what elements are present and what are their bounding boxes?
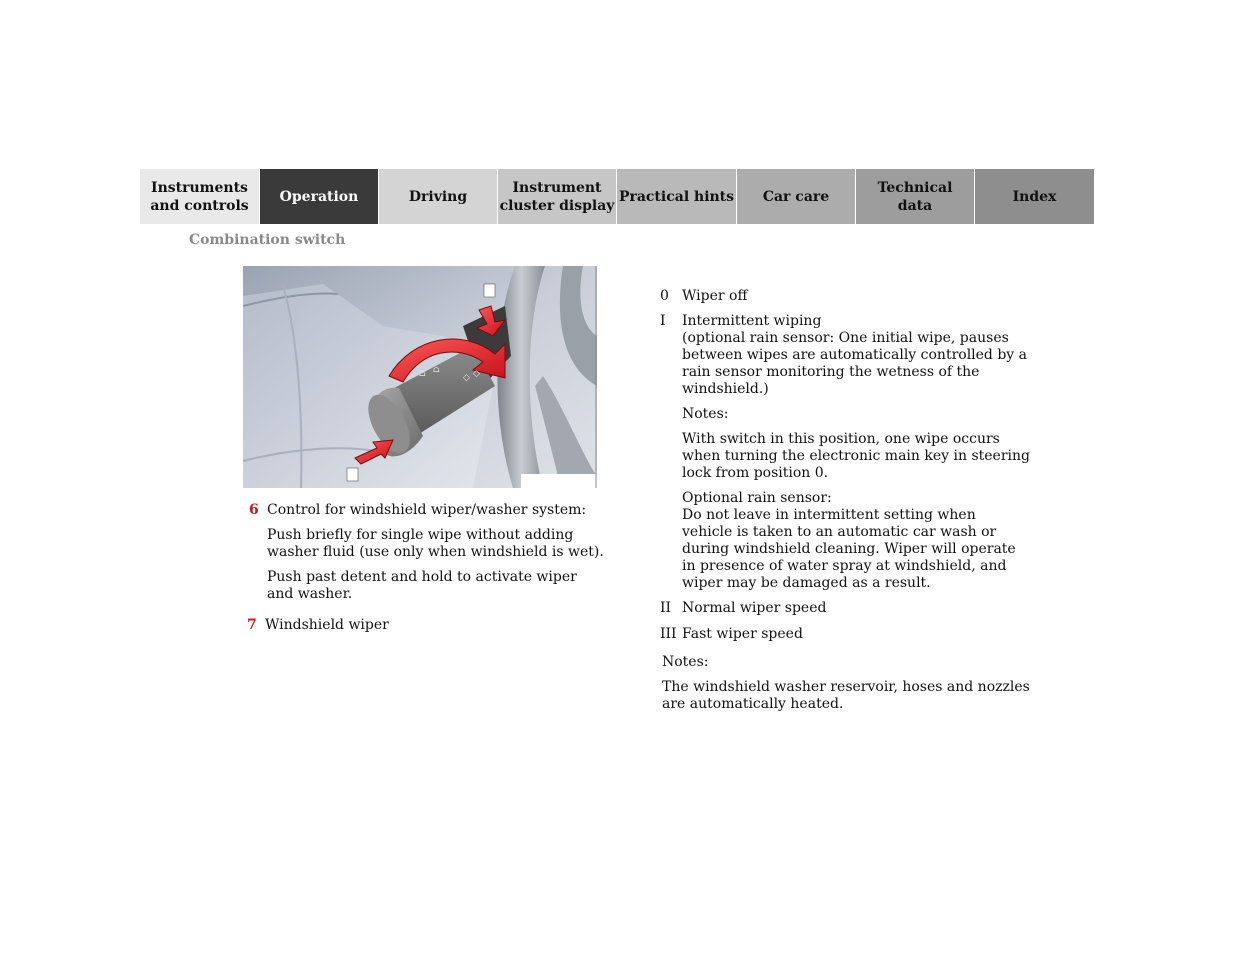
svg-text:⌂: ⌂ bbox=[419, 369, 426, 379]
rain-sensor-title: Optional rain sensor: bbox=[682, 490, 832, 506]
position-text-iii: Fast wiper speed bbox=[682, 626, 803, 642]
position-i-notes-label: Notes: bbox=[682, 406, 729, 422]
tab-technical-data[interactable]: Technical data bbox=[856, 169, 975, 224]
svg-text:◇: ◇ bbox=[463, 373, 470, 383]
tab-instrument-cluster-display[interactable]: Instrument cluster display bbox=[498, 169, 617, 224]
wiper-position-0 bbox=[660, 288, 1030, 305]
list-item-7 bbox=[247, 617, 607, 634]
callout-number-6: 6 bbox=[249, 502, 259, 518]
list-item-6 bbox=[247, 502, 607, 519]
svg-text:⌂: ⌂ bbox=[433, 365, 440, 375]
combination-switch-illustration bbox=[243, 266, 597, 488]
callout-box-7 bbox=[484, 284, 495, 297]
wiper-position-i bbox=[660, 313, 1030, 398]
tab-instruments-and-controls[interactable]: Instruments and controls bbox=[140, 169, 260, 224]
section-title: Combination switch bbox=[189, 232, 346, 248]
position-text-0: Wiper off bbox=[682, 288, 748, 304]
switch-drawing bbox=[243, 266, 597, 488]
item-6-sub-1: Push briefly for single wipe without adding washer fluid (use only when windshield is wet). bbox=[267, 527, 604, 560]
position-i-note-1: With switch in this position, one wipe occurs when turning the electronic main key in steering lock from position 0. bbox=[682, 431, 1030, 481]
wiper-position-ii bbox=[660, 600, 1030, 617]
notes-label: Notes: bbox=[662, 654, 709, 670]
item-6-sub-2: Push past detent and hold to activate wiper and washer. bbox=[267, 569, 577, 602]
tab-practical-hints[interactable]: Practical hints bbox=[617, 169, 737, 224]
rain-sensor-text: Do not leave in intermittent setting when vehicle is taken to an automatic car wash or during windshield cleaning. Wiper will operate in presence of water spray at windshield, and wiper may be damaged as a result. bbox=[682, 507, 1016, 591]
right-column bbox=[660, 288, 1030, 721]
position-i-note-2 bbox=[660, 490, 1030, 592]
chapter-nav bbox=[140, 169, 1095, 224]
position-text-ii: Normal wiper speed bbox=[682, 600, 827, 616]
wiper-position-iii bbox=[660, 626, 1030, 643]
notes-text: The windshield washer reservoir, hoses and nozzles are automatically heated. bbox=[662, 679, 1030, 712]
position-label-ii: II bbox=[660, 600, 672, 616]
callout-number-7: 7 bbox=[247, 617, 257, 633]
callout-box-6 bbox=[347, 468, 358, 481]
item-7-text: Windshield wiper bbox=[265, 617, 389, 633]
position-label-0: 0 bbox=[660, 288, 669, 304]
position-text-i: Intermittent wiping bbox=[682, 313, 822, 329]
item-6-text: Control for windshield wiper/washer system: bbox=[267, 502, 587, 518]
position-detail-i: (optional rain sensor: One initial wipe, pauses between wipes are automatically controlled by a rain sensor monitoring the wetness of the windshield.) bbox=[682, 330, 1028, 397]
tab-driving[interactable]: Driving bbox=[379, 169, 498, 224]
tab-car-care[interactable]: Car care bbox=[737, 169, 856, 224]
tab-operation[interactable]: Operation bbox=[260, 169, 379, 224]
tab-index[interactable]: Index bbox=[975, 169, 1095, 224]
svg-text:◇: ◇ bbox=[473, 369, 480, 379]
position-label-iii: III bbox=[660, 626, 677, 642]
left-column bbox=[247, 502, 607, 642]
position-label-i: I bbox=[660, 313, 666, 329]
